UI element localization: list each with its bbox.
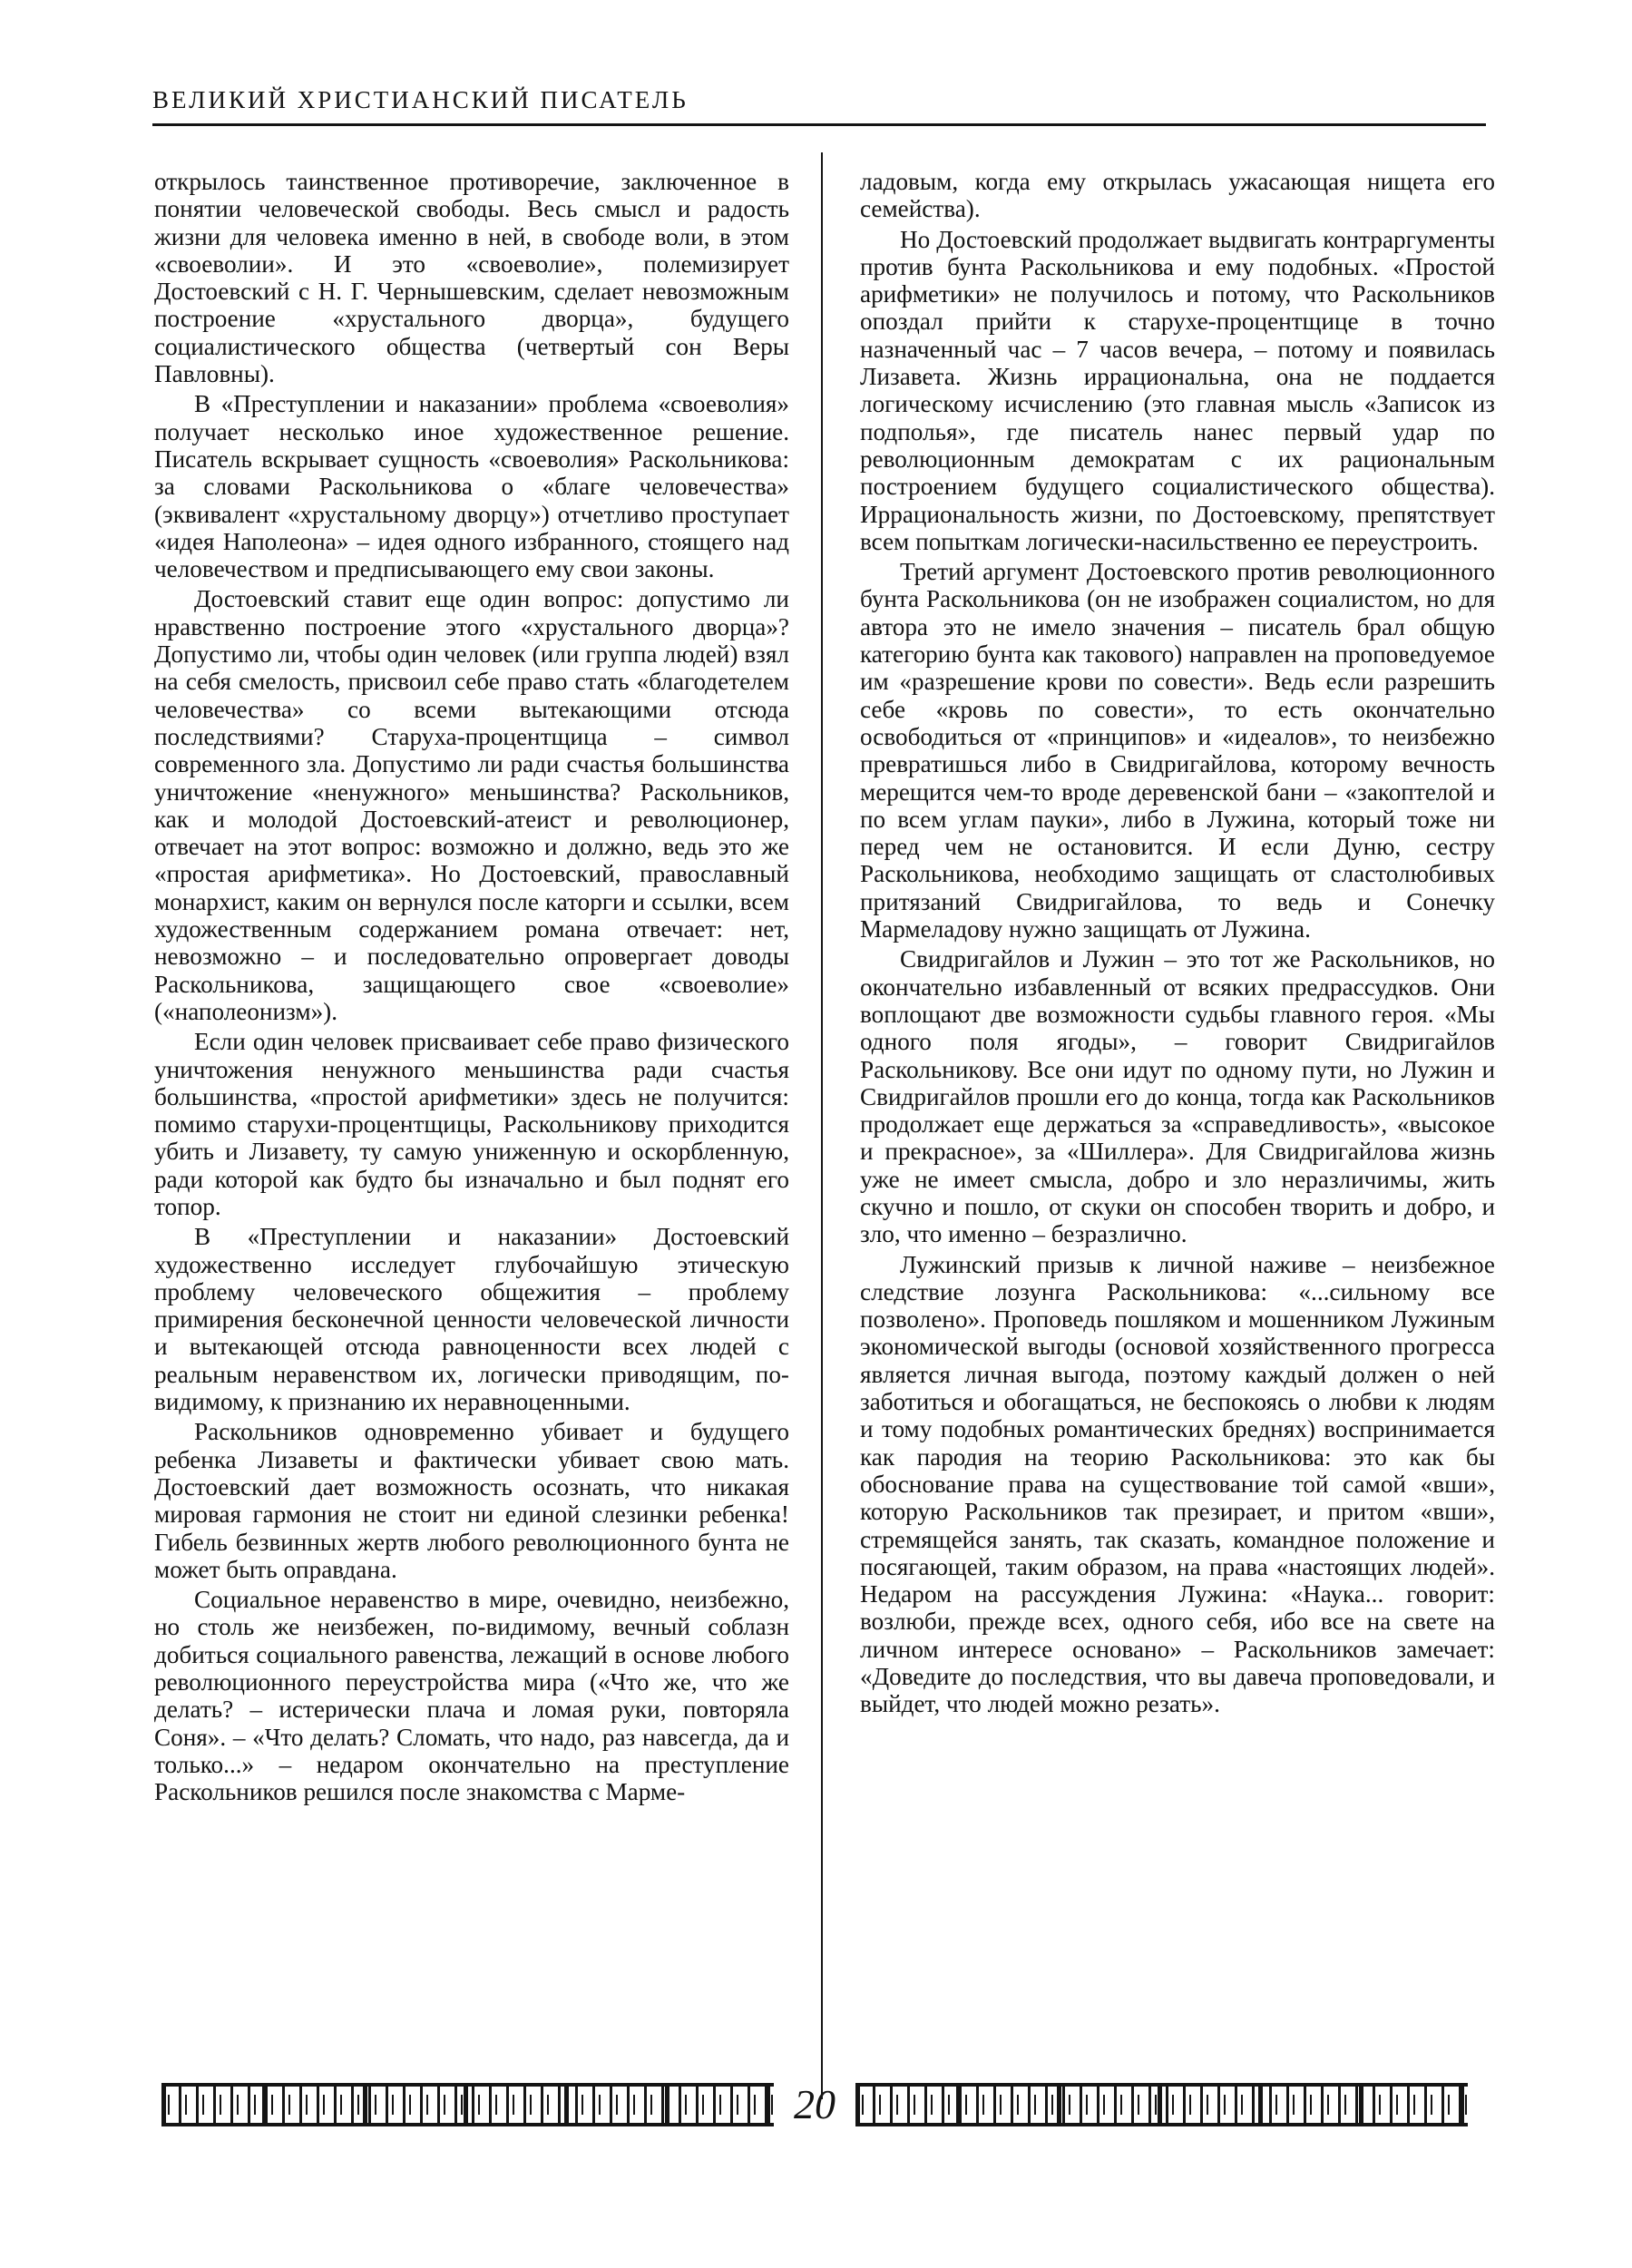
fence-ornament-left (161, 2083, 774, 2126)
paragraph: Третий аргумент Достоевского против революционного бунта Раскольникова (он не изображен социалистом, но для автора это не имело значения – писатель брал общую категорию бунта как такового) направлен на проповедуемое им «разрешение крови по совести». Ведь если разрешить себе «кровь по совести», то есть окончательно освободиться от «принципов» и «идеалов», то неизбежно превратишься либо в Свидригайлова, которому вечность мерещится чем-то вроде деревенской бани – «закоптелой и по всем углам пауки», либо в Лужина, который тоже ни перед чем не остановится. И если Дуню, сестру Раскольникова, необходимо защищать от сластолюбивых притязаний Свидригайлова, то ведь и Сонечку Мармеладову нужно защищать от Лужина. (860, 558, 1495, 943)
paragraph: ладовым, когда ему открылась ужасающая нищета его семейства). (860, 168, 1495, 223)
left-column (154, 168, 789, 1809)
paragraph: Но Достоевский продолжает выдвигать контраргументы против бунта Раскольникова и ему подобных. «Простой арифметики» не получилось и потому, что Раскольников опоздал прийти к старухе-процентщице в точно назначенный час – 7 часов вечера, – потому и появилась Лизавета. Жизнь иррациональна, она не поддается логическому исчислению (это главная мысль «Записок из подполья», где писатель нанес первый удар по революционным демократам с их рациональным построением будущего социалистического общества). Иррациональность жизни, по Достоевскому, препятствует всем попыткам логически-насильственно ее переустроить. (860, 225, 1495, 555)
paragraph: В «Преступлении и наказании» проблема «своеволия» получает несколько иное художественное решение. Писатель вскрывает сущность «своеволия» Раскольникова: за словами Раскольникова о «благе человечества» (эквивалент «хрустальному дворцу») отчетливо проступает «идея Наполеона» – идея одного избранного, стоящего над человечеством и предписывающего ему свои законы. (154, 390, 789, 583)
paragraph: открылось таинственное противоречие, заключенное в понятии человеческой свободы. Весь смысл и радость жизни для человека именно в ней, в свободе воли, в этом «своеволии». И это «своеволие», полемизирует Достоевский с Н. Г. Чернышевским, сделает невозможным построение «хрустального дворца», будущего социалистического общества (четвертый сон Веры Павловны). (154, 168, 789, 388)
paragraph: Свидригайлов и Лужин – это тот же Раскольников, но окончательно избавленный от всяких предрассудков. Они воплощают две возможности судьбы главного героя. «Мы одного поля ягоды», – говорит Свидригайлов Раскольникову. Все они идут по одному пути, но Лужин и Свидригайлов прошли его до конца, тогда как Раскольников продолжает еще держаться за «справедливость», «высокое и прекрасное», за «Шиллера». Для Свидригайлова жизнь уже не имеет смысла, добро и зло неразличимы, жить скучно и пошло, от скуки он способен творить и добро, и зло, что именно – безразлично. (860, 945, 1495, 1248)
header-rule (152, 123, 1486, 126)
page-number: 20 (794, 2081, 836, 2127)
paragraph: Если один человек присваивает себе право физического уничтожения ненужного меньшинства ради счастья большинства, «простой арифметики» здесь не получится: помимо старухи-процентщицы, Раскольникову приходится убить и Лизавету, ту самую униженную и оскорбленную, ради которой как будто бы изначально и был поднят его топор. (154, 1028, 789, 1220)
running-header (152, 83, 1486, 126)
page-footer (161, 2076, 1468, 2136)
paragraph: Лужинский призыв к личной наживе – неизбежное следствие лозунга Раскольникова: «...сильному все позволено». Проповедь пошляком и мошенником Лужиным экономической выгоды (основой хозяйственного прогресса является личная выгода, поэтому каждый должен о ней заботиться и обогащаться, не беспокоясь о любви к людям и тому подобных романтических бреднях) воспринимается как пародия на теорию Раскольникова: это как бы обоснование права на существование той самой «вши», которую Раскольников так презирает, и притом «вши», стремящейся занять, так сказать, командное положение и посягающей, таким образом, на права «настоящих людей». Недаром на рассуждения Лужина: «Наука... говорит: возлюби, прежде всех, одного себя, ибо все на свете на личном интересе основано» – Раскольников замечает: «Доведите до последствия, что вы давеча проповедовали, и выйдет, что людей можно резать». (860, 1250, 1495, 1718)
right-column (860, 168, 1495, 1721)
column-divider (821, 152, 823, 2099)
paragraph: В «Преступлении и наказании» Достоевский художественно исследует глубочайшую этическую проблему человеческого общежития – проблему примирения бесконечной ценности человеческой личности и вытекающей отсюда равноценности всех людей с реальным неравенством их, логически приводящим, по-видимому, к признанию их неравноценными. (154, 1223, 789, 1416)
paragraph: Достоевский ставит еще один вопрос: допустимо ли нравственно построение этого «хрустального дворца»? Допустимо ли, чтобы один человек (или группа людей) взял на себя смелость, присвоил себе право стать «благодетелем человечества» со всеми вытекающими отсюда последствиями? Старуха-процентщица – символ современного зла. Допустимо ли ради счастья большинства уничтожение «ненужного» меньшинства? Раскольников, как и молодой Достоевский-атеист и революционер, отвечает на этот вопрос: возможно и должно, ведь это же «простая арифметика». Но Достоевский, православный монархист, каким он вернулся после каторги и ссылки, всем художественным содержанием романа отвечает: нет, невозможно – и последовательно опровергает доводы Раскольникова, защищающего свое «своеволие» («наполеонизм»). (154, 585, 789, 1025)
paragraph: Социальное неравенство в мире, очевидно, неизбежно, но столь же неизбежен, по-видимому, вечный соблазн добиться социального равенства, лежащий в основе любого революционного переустройства мира («Что же, что же делать? – истерически плача и ломая руки, повторяла Соня». – «Что делать? Сломать, что надо, раз навсегда, да и только...» – недаром окончательно на преступление Раскольников решился после знакомства с Марме- (154, 1586, 789, 1806)
running-header-title: ВЕЛИКИЙ ХРИСТИАНСКИЙ ПИСАТЕЛЬ (152, 86, 689, 113)
paragraph: Раскольников одновременно убивает и будущего ребенка Лизаветы и фактически убивает свою мать. Достоевский дает возможность осознать, что никакая мировая гармония не стоит ни единой слезинки ребенка! Гибель безвинных жертв любого революционного бунта не может быть оправдана. (154, 1418, 789, 1583)
fence-ornament-right (855, 2083, 1468, 2126)
